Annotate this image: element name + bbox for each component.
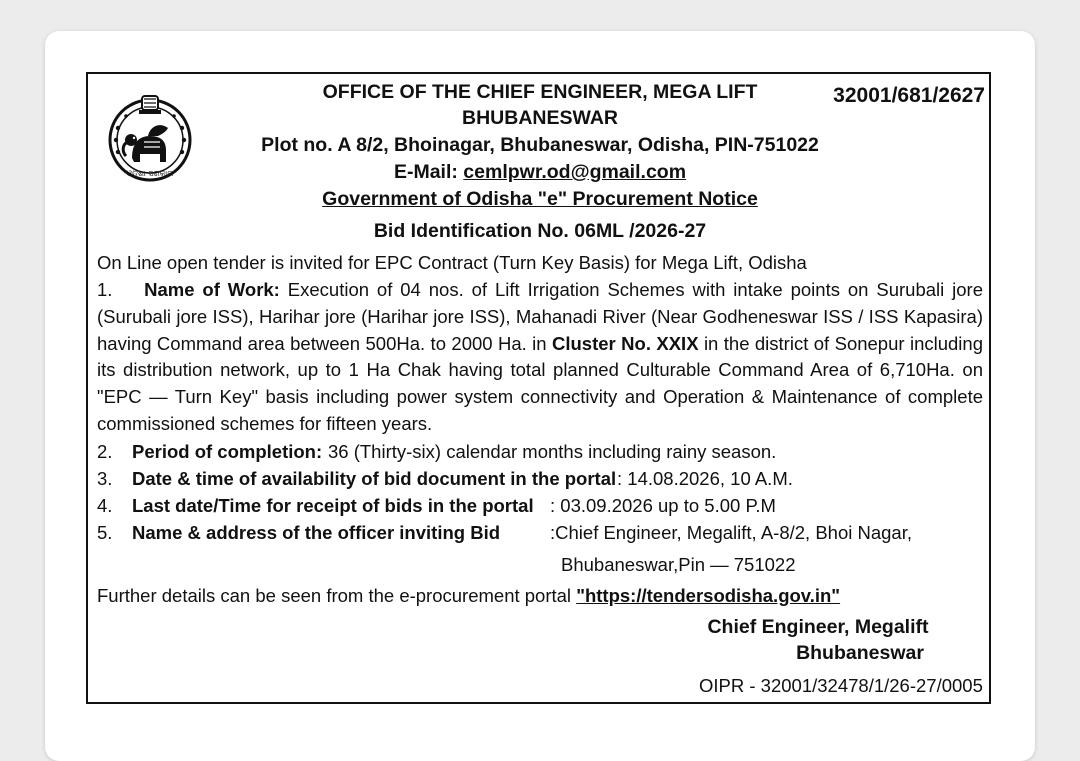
notice-title: Government of Odisha "e" Procurement Notice bbox=[322, 188, 758, 210]
item-label: Name & address of the officer inviting Bid bbox=[132, 522, 501, 543]
item-label: Period of completion: bbox=[132, 441, 323, 462]
item-value: 36 (Thirty-six) calendar months including rainy season. bbox=[328, 441, 777, 462]
item-name-of-work bbox=[97, 277, 983, 438]
officer-address-line1: :Chief Engineer, Megalift, A-8/2, Bhoi Nagar, bbox=[550, 522, 912, 543]
item-number: 4. bbox=[97, 495, 113, 516]
intro-text: On Line open tender is invited for EPC Contract (Turn Key Basis) for Mega Lift, Odisha bbox=[97, 252, 807, 273]
bid-identification: Bid Identification No. 06ML /2026-27 bbox=[373, 220, 707, 242]
office-email bbox=[250, 161, 830, 184]
signatory-title: Chief Engineer, Megalift bbox=[707, 616, 929, 638]
work-text-a: Execution of 04 nos. of Lift Irrigation Schemes with intake points on Surubali jore (Surubali jore ISS), Harihar jore (Harihar jore ISS), Mahanadi River (Near Godheneswar ISS / ISS Kapasira) having Command area between 500Ha. to 2000 Ha. in bbox=[97, 279, 983, 354]
item-number: 5. bbox=[97, 522, 113, 543]
office-address: Plot no. A 8/2, Bhoinagar, Bhubaneswar, Odisha, PIN-751022 bbox=[261, 134, 819, 156]
item-label: Last date/Time for receipt of bids in the portal bbox=[132, 495, 534, 516]
emblem-bottom-text: ଓଡ଼ିଶା ସରକାର bbox=[126, 169, 174, 178]
further-details-text: Further details can be seen from the e-procurement portal bbox=[97, 585, 577, 606]
item-number: 2. bbox=[97, 441, 113, 462]
signatory-location: Bhubaneswar bbox=[796, 642, 924, 664]
item-value: : 14.08.2026, 10 A.M. bbox=[617, 468, 793, 489]
odisha-govt-emblem-icon bbox=[104, 92, 196, 184]
item-label: Date & time of availability of bid document in the portal bbox=[132, 468, 617, 489]
item-label: Name of Work: bbox=[144, 279, 280, 300]
portal-link[interactable]: "https://tendersodisha.gov.in" bbox=[576, 585, 841, 606]
cluster-number: Cluster No. XXIX bbox=[552, 332, 699, 354]
email-label: E-Mail: bbox=[393, 161, 464, 183]
office-title-line1: OFFICE OF THE CHIEF ENGINEER, MEGA LIFT bbox=[322, 81, 758, 103]
office-title-line2: BHUBANESWAR bbox=[462, 107, 618, 129]
officer-address-line2: Bhubaneswar,Pin — 751022 bbox=[561, 554, 796, 575]
reference-number: 32001/681/2627 bbox=[833, 84, 985, 107]
further-details bbox=[97, 585, 840, 607]
item-value: : 03.09.2026 up to 5.00 P.M bbox=[550, 495, 776, 516]
work-text-b: in the district of Sonepur including its distribution network, up to 1 Ha Chak having total planned Culturable Command Area of 6,710Ha. on "EPC — Turn Key" basis including power system connectivity and Operation & Maintenance of complete commissioned schemes for fifteen years. bbox=[97, 332, 983, 434]
item-number: 3. bbox=[97, 468, 113, 489]
oipr-number: OIPR - 32001/32478/1/26-27/0005 bbox=[699, 675, 983, 696]
item-number: 1. bbox=[97, 279, 113, 300]
email-link[interactable]: cemlpwr.od@gmail.com bbox=[463, 161, 687, 183]
